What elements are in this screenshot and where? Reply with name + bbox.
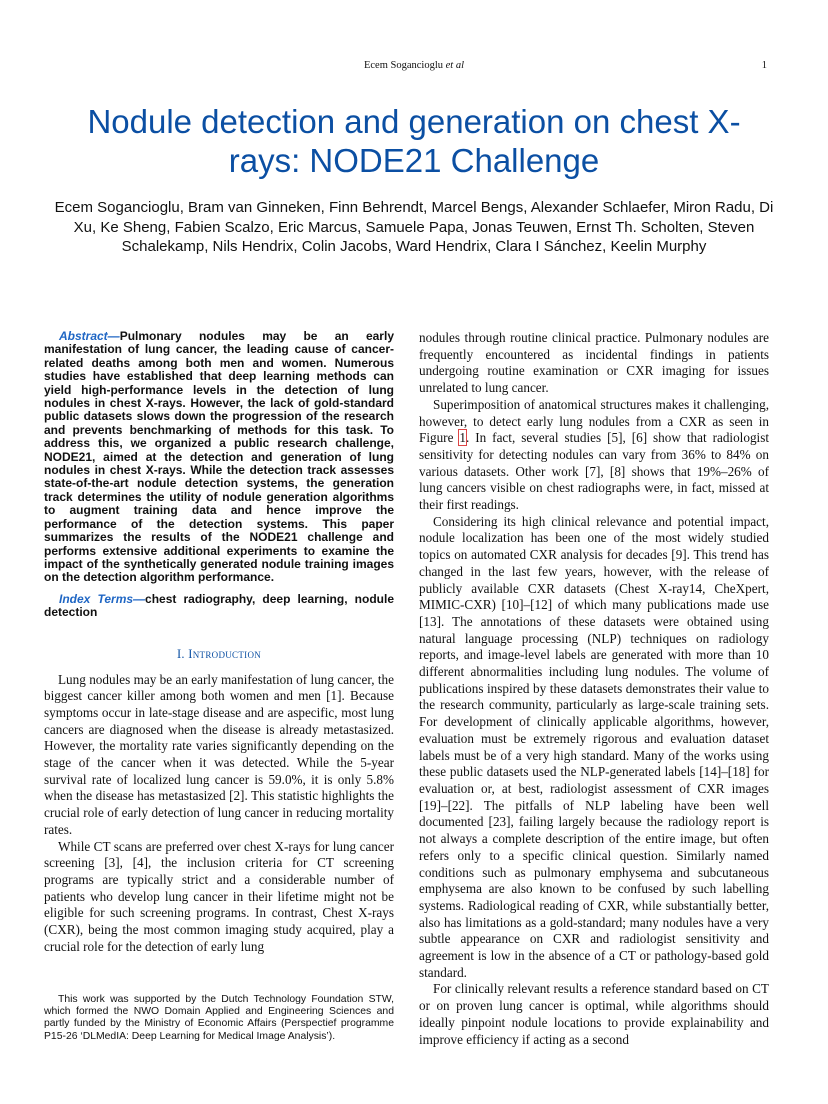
index-terms (44, 593, 394, 620)
intro-paragraph: Lung nodules may be an early manifestation of lung cancer, the biggest cancer killer among both women and men [1]. Because symptoms occur in late-stage disease and are aspecific, most lung cancers are diagnosed when the disease is already metastasized. However, the mortality rate varies significantly depending on the stage of the cancer when it was detected. While the 5-year survival rate of localized lung cancer is 59.0%, it is only 5.8% when the disease has metastasized [2]. This statistic highlights the crucial role of early detection of lung cancer in reducing mortality rates. (44, 671, 394, 837)
funding-footnote: This work was supported by the Dutch Technology Foundation STW, which formed the NWO Domain Applied and Engineering Sciences and partly funded by the Ministry of Economic Affairs (Perspectief programme P15-26 ‘DLMedIA: Deep Learning for Medical Image Analysis’). (44, 994, 394, 1042)
index-terms-lead: Index Terms— (59, 591, 146, 606)
body-paragraph: For clinically relevant results a reference standard based on CT or on proven lung cancer is optimal, while algorithms should ideally pinpoint nodule locations to provide explainability and improve efficiency if acting as a second (419, 981, 769, 1047)
header-author-name: Ecem Sogancioglu (363, 60, 444, 71)
body-paragraph: Considering its high clinical relevance and potential impact, nodule localization has been one of the most widely studied topics on automated CXR analysis for decades [9]. This trend has changed in the last few years, however, with the release of publicly available CXR datasets (Chest X-ray14, CheXpert, MIMIC-CXR) [10]–[12] of which many publications made use [13]. The annotations of these datasets were obtained using natural language processing (NLP) techniques on radiology reports, and image-level labels are generated with more than 10 different abnormalities including lung nodules. The volume of publications inspired by these datasets demonstrates their value to the research community, particularly as large-scale training sets. For development of clinically applicable algorithms, however, evaluation must be extremely rigorous and evaluation dataset labels must be of a very high standard. Many of the works using these public datasets used the NLP-generated labels [14]–[18] for evaluation or, at best, radiologist assessment of CXR images [19]–[22]. The pitfalls of NLP labeling have been well documented [23], failing largely because the radiology report is not always a complete description of the entire image, but often refers only to a specific clinical question. Similarly named conditions such as pulmonary emphysema and subcutaneous emphysema are also known to be confused by such labelling systems. Radiological reading of CXR, while substantially better, also has limitations as a gold-standard; many nodules have a very subtle appearance on CXR and radiologist sensitivity and agreement is low in the absence of a CT or pathology-based gold standard. (419, 513, 769, 980)
running-header (0, 58, 828, 74)
right-column (419, 330, 769, 1048)
abstract (44, 330, 394, 585)
body-paragraph (419, 397, 769, 514)
page-number: 1 (761, 60, 767, 71)
paragraph-text: . In fact, several studies [5], [6] show that radiologist sensitivity for detecting nodules can vary from 36% to 84% on various datasets. Other work [7], [8] shows that 19%–26% of lung cancers visible on chest radiographs were, in fact, missed at their first readings. (419, 430, 769, 513)
abstract-text: Pulmonary nodules may be an early manifestation of lung cancer, the leading cause of cancer-related deaths among both men and women. Numerous studies have established that deep learning methods can yield high-performance levels in the detection of lung nodules in chest X-rays. However, the lack of gold-standard public datasets slows down the progression of the research and prevents benchmarking of methods for this task. To address this, we organized a public research challenge, NODE21, aimed at the detection and generation of lung nodules in chest X-rays. While the detection track assesses state-of-the-art nodule detection systems, the generation track determines the utility of nodule generation algorithms to augment training data and hence improve the performance of the detection systems. This paper summarizes the results of the NODE21 challenge and performs extensive additional experiments to examine the impact of the synthetically generated nodule training images on the detection algorithm performance. (44, 329, 394, 585)
header-et-al: et al (445, 60, 465, 71)
index-terms-text: chest radiography, deep learning, nodule detection (44, 591, 395, 620)
author-list: Ecem Sogancioglu, Bram van Ginneken, Finn Behrendt, Marcel Bengs, Alexander Schlaefer, Miron Radu, Di Xu, Ke Sheng, Fabien Scalzo, Eric Marcus, Samuele Papa, Jonas Teuwen, Ernst Th. Scholten, Steven Schalekamp, Nils Hendrix, Colin Jacobs, Ward Hendrix, Clara I Sánchez, Keelin Murphy (54, 199, 774, 255)
abstract-lead: Abstract— (59, 329, 120, 343)
left-column (44, 330, 394, 955)
intro-paragraph: While CT scans are preferred over chest X-rays for lung cancer screening [3], [4], the inclusion criteria for CT screening programs are typically strict and a considerable number of patients who develop lung cancer in their lifetime might not be eligible for such screening programs. In contrast, Chest X-rays (CXR), being the most common imaging study acquired, play a crucial role for the detection of early lung (44, 838, 394, 954)
paper-title: Nodule detection and generation on chest X-rays: NODE21 Challenge (87, 103, 741, 179)
header-authors (0, 58, 828, 74)
section-number: I. (176, 646, 185, 661)
body-paragraph: nodules through routine clinical practice. Pulmonary nodules are frequently encountered as incidental findings in patients undergoing routine examination or CXR imaging for issues unrelated to lung cancer. (419, 330, 769, 396)
paragraph-text: Superimposition of anatomical structures makes it challenging, however, to detect early lung nodules from a CXR as seen in Figure (419, 396, 769, 446)
figure-1-link[interactable]: 1 (459, 430, 466, 446)
section-heading-introduction (44, 647, 394, 662)
section-title: Introduction (188, 646, 262, 661)
